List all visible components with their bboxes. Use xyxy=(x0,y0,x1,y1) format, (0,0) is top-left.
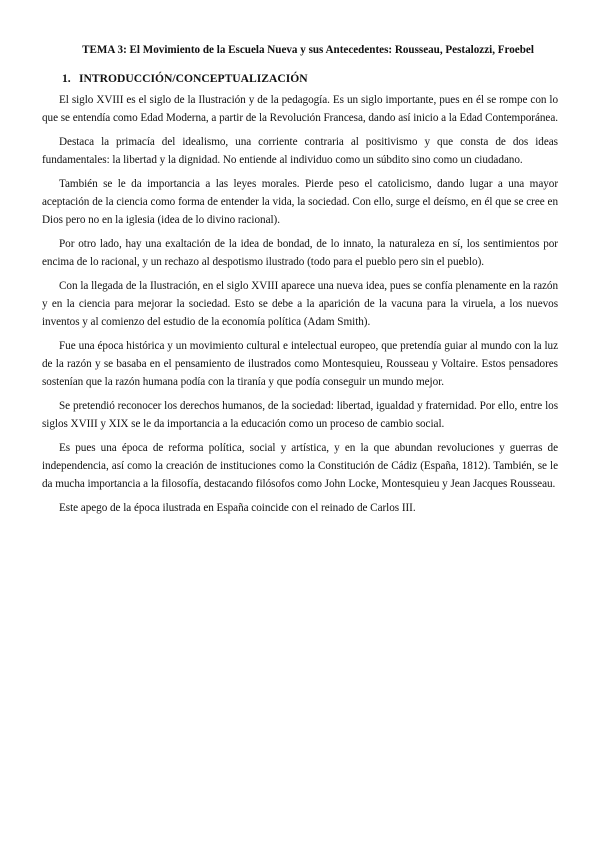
paragraph: Se pretendió reconocer los derechos humanos, de la sociedad: libertad, igualdad y fraternidad. Por ello, entre los siglos XVIII y XIX se le da importancia a la educación como un proceso de cambio social. xyxy=(42,400,558,430)
paragraph: Destaca la primacía del idealismo, una corriente contraria al positivismo y que consta de dos ideas fundamentales: la libertad y la dignidad. No entiende al individuo como un súbdito sino como un ciudadano. xyxy=(42,136,558,166)
paragraph: También se le da importancia a las leyes morales. Pierde peso el catolicismo, dando lugar a una mayor aceptación de la ciencia como forma de entender la vida, la sociedad. Con ello, surge el deísmo, en él que se cree en Dios pero no en la iglesia (idea de lo divino racional). xyxy=(42,178,558,226)
paragraph: Por otro lado, hay una exaltación de la idea de bondad, de lo innato, la naturaleza en sí, los sentimientos por encima de lo racional, y un rechazo al despotismo ilustrado (todo para el pueblo pero sin el pueblo). xyxy=(42,238,558,268)
paragraph: Este apego de la época ilustrada en España coincide con el reinado de Carlos III. xyxy=(59,502,416,514)
paragraph: Con la llegada de la Ilustración, en el siglo XVIII aparece una nueva idea, pues se confía plenamente en la razón y en la ciencia para mejorar la sociedad. Esto se debe a la aparición de la vacuna para la viruela, a los nuevos inventos y al comienzo del estudio de la economía política (Adam Smith). xyxy=(42,280,558,328)
section-heading xyxy=(62,72,308,86)
section-number: 1. xyxy=(62,72,71,85)
section-title: INTRODUCCIÓN/CONCEPTUALIZACIÓN xyxy=(79,72,308,85)
paragraph: Es pues una época de reforma política, social y artística, y en la que abundan revoluciones y guerras de independencia, así como la creación de instituciones como la Constitución de Cádiz (España, 1812). También, se le da mucha importancia a la filosofía, destacando filósofos como John Locke, Montesquieu y Jean Jacques Rousseau. xyxy=(42,442,558,490)
document-title: TEMA 3: El Movimiento de la Escuela Nueva y sus Antecedentes: Rousseau, Pestalozzi, Froebel xyxy=(82,44,534,56)
document-body xyxy=(42,91,558,523)
paragraph: El siglo XVIII es el siglo de la Ilustración y de la pedagogía. Es un siglo importante, pues en él se rompe con lo que se entendía como Edad Moderna, a partir de la Revolución Francesa, dando así inicio a la Edad Contemporánea. xyxy=(42,94,558,124)
paragraph: Fue una época histórica y un movimiento cultural e intelectual europeo, que pretendía guiar al mundo con la luz de la razón y se basaba en el pensamiento de ilustrados como Montesquieu, Rousseau y Voltaire. Estos pensadores sostenían que la razón humana podía con la tiranía y que podía conseguir un mundo mejor. xyxy=(42,340,558,388)
